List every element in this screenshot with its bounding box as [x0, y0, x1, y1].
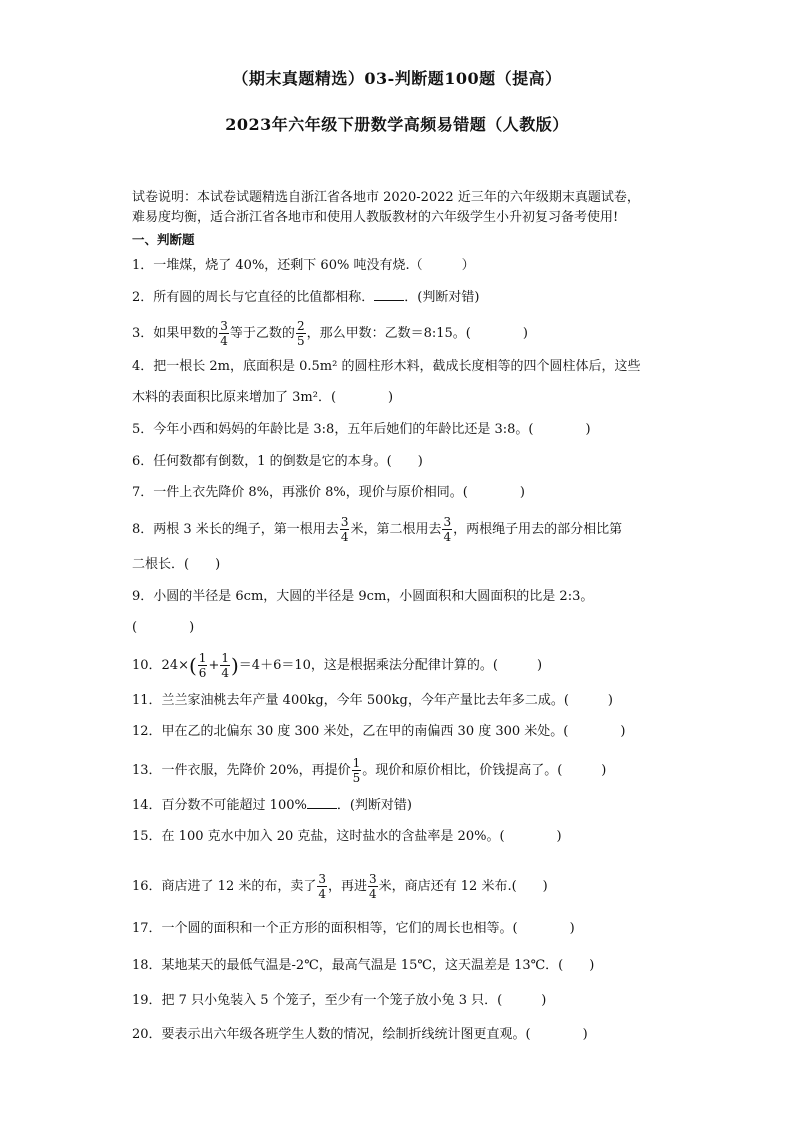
question-3-text: 3．如果甲数的: [132, 326, 219, 341]
fraction-numerator: 2: [296, 319, 305, 333]
instructions-line-1: 试卷说明：本试卷试题精选自浙江省各地市 2020-2022 近三年的六年级期末真题试卷，: [132, 190, 640, 205]
fraction-numerator: 3: [443, 515, 452, 529]
answer-blank[interactable]: [374, 288, 404, 301]
fraction-numerator: 3: [220, 319, 228, 333]
exam-instructions: [132, 188, 672, 228]
question-10-text-2: ＝4＋6＝10，这是根据乘法分配律计算的。( ): [238, 658, 543, 673]
question-1: 1．一堆煤，烧了 40%，还剩下 60% 吨没有烧.（ ）: [132, 258, 475, 273]
question-14-suffix: ．(判断对错): [336, 798, 412, 813]
fraction-denominator: 4: [443, 530, 452, 544]
fraction-denominator: 4: [221, 666, 229, 680]
fraction: [296, 320, 306, 347]
answer-blank[interactable]: [307, 796, 337, 809]
question-16-text: 16．商店进了 12 米的布，卖了: [132, 879, 317, 894]
fraction-numerator: 3: [318, 872, 326, 886]
question-8-text-3: ，两根绳子用去的部分相比第: [453, 522, 623, 537]
question-8-text-2: 米，第二根用去: [350, 522, 442, 537]
fraction-denominator: 4: [340, 530, 349, 544]
fraction: [219, 320, 229, 347]
question-7: 7．一件上衣先降价 8%，再涨价 8%，现价与原价相同。( ): [132, 485, 525, 500]
question-4: 4．把一根长 2m，底面积是 0.5m² 的圆柱形木料，截成长度相等的四个圆柱体后，这些: [132, 359, 641, 374]
question-6: 6．任何数都有倒数，1 的倒数是它的本身。( ): [132, 454, 423, 469]
question-4-line-2: 木料的表面积比原来增加了 3m²．( ): [132, 390, 394, 405]
question-16-text-2: ，再进: [328, 879, 368, 894]
question-16: [132, 873, 548, 900]
question-14: [132, 796, 412, 815]
fraction-denominator: 4: [369, 887, 377, 901]
document-title: （期末真题精选）03-判断题100题（提高）: [232, 69, 562, 88]
question-3-text-3: ，那么甲数：乙数＝8:15。( ): [306, 326, 528, 341]
fraction: [368, 873, 378, 900]
question-3: [132, 320, 528, 347]
fraction: [198, 652, 208, 679]
plus-sign: +: [208, 658, 220, 673]
question-9-answer: ( ): [132, 620, 195, 635]
question-2-suffix: ．(判断对错): [404, 290, 480, 305]
question-13: [132, 757, 606, 784]
fraction-numerator: 1: [352, 756, 361, 770]
question-10: [132, 652, 542, 679]
fraction: [442, 516, 452, 543]
question-15: 15．在 100 克水中加入 20 克盐，这时盐水的含盐率是 20%。( ): [132, 829, 562, 844]
fraction-denominator: 5: [296, 334, 305, 348]
question-8-text: 8．两根 3 米长的绳子，第一根用去: [132, 522, 339, 537]
section-heading: 一、判断题: [132, 232, 195, 247]
fraction-denominator: 6: [198, 666, 207, 680]
fraction: [220, 652, 230, 679]
question-8: [132, 516, 622, 543]
question-14-text: 14．百分数不可能超过 100%: [132, 798, 307, 813]
document-subtitle: 2023年六年级下册数学高频易错题（人教版）: [225, 115, 569, 134]
question-3-text-2: 等于乙数的: [229, 326, 295, 341]
question-17: 17．一个圆的面积和一个正方形的面积相等，它们的周长也相等。( ): [132, 921, 575, 936]
instructions-line-2: 难易度均衡，适合浙江省各地市和使用人教版教材的六年级学生小升初复习备考使用!: [132, 210, 619, 225]
question-9: 9．小圆的半径是 6cm，大圆的半径是 9cm，小圆面积和大圆面积的比是 2:3。: [132, 589, 594, 604]
question-12: 12．甲在乙的北偏东 30 度 300 米处，乙在甲的南偏西 30 度 300 米处。( ): [132, 724, 626, 739]
question-18: 18．某地某天的最低气温是-2℃，最高气温是 15℃，这天温差是 13℃．( ): [132, 958, 595, 973]
fraction: [352, 757, 362, 784]
fraction-denominator: 4: [220, 334, 228, 348]
question-11: 11．兰兰家油桃去年产量 400kg，今年 500kg，今年产量比去年多二成。( ): [132, 693, 613, 708]
question-10-text: 10．24×: [132, 658, 189, 673]
fraction-numerator: 1: [221, 651, 229, 665]
question-8-line-2: 二根长．( ): [132, 557, 221, 572]
fraction: [317, 873, 327, 900]
question-2-text: 2．所有圆的周长与它直径的比值都相称．: [132, 290, 375, 305]
question-5: 5．今年小西和妈妈的年龄比是 3:8，五年后她们的年龄比还是 3:8。( ): [132, 422, 591, 437]
fraction-numerator: 3: [369, 872, 377, 886]
right-paren: ): [230, 653, 239, 678]
question-13-text-2: 。现价和原价相比，价钱提高了。( ): [362, 763, 607, 778]
question-19: 19．把 7 只小兔装入 5 个笼子，至少有一个笼子放小兔 3 只．( ): [132, 993, 547, 1008]
fraction-numerator: 1: [198, 651, 207, 665]
fraction-denominator: 4: [318, 887, 326, 901]
question-13-text: 13．一件衣服，先降价 20%，再提价: [132, 763, 351, 778]
fraction-denominator: 5: [352, 771, 361, 785]
question-2: [132, 288, 479, 307]
fraction: [340, 516, 350, 543]
fraction-numerator: 3: [340, 515, 349, 529]
question-16-text-3: 米，商店还有 12 米布.( ): [378, 879, 548, 894]
left-paren: (: [188, 653, 197, 678]
question-20: 20．要表示出六年级各班学生人数的情况，绘制折线统计图更直观。( ): [132, 1027, 588, 1042]
